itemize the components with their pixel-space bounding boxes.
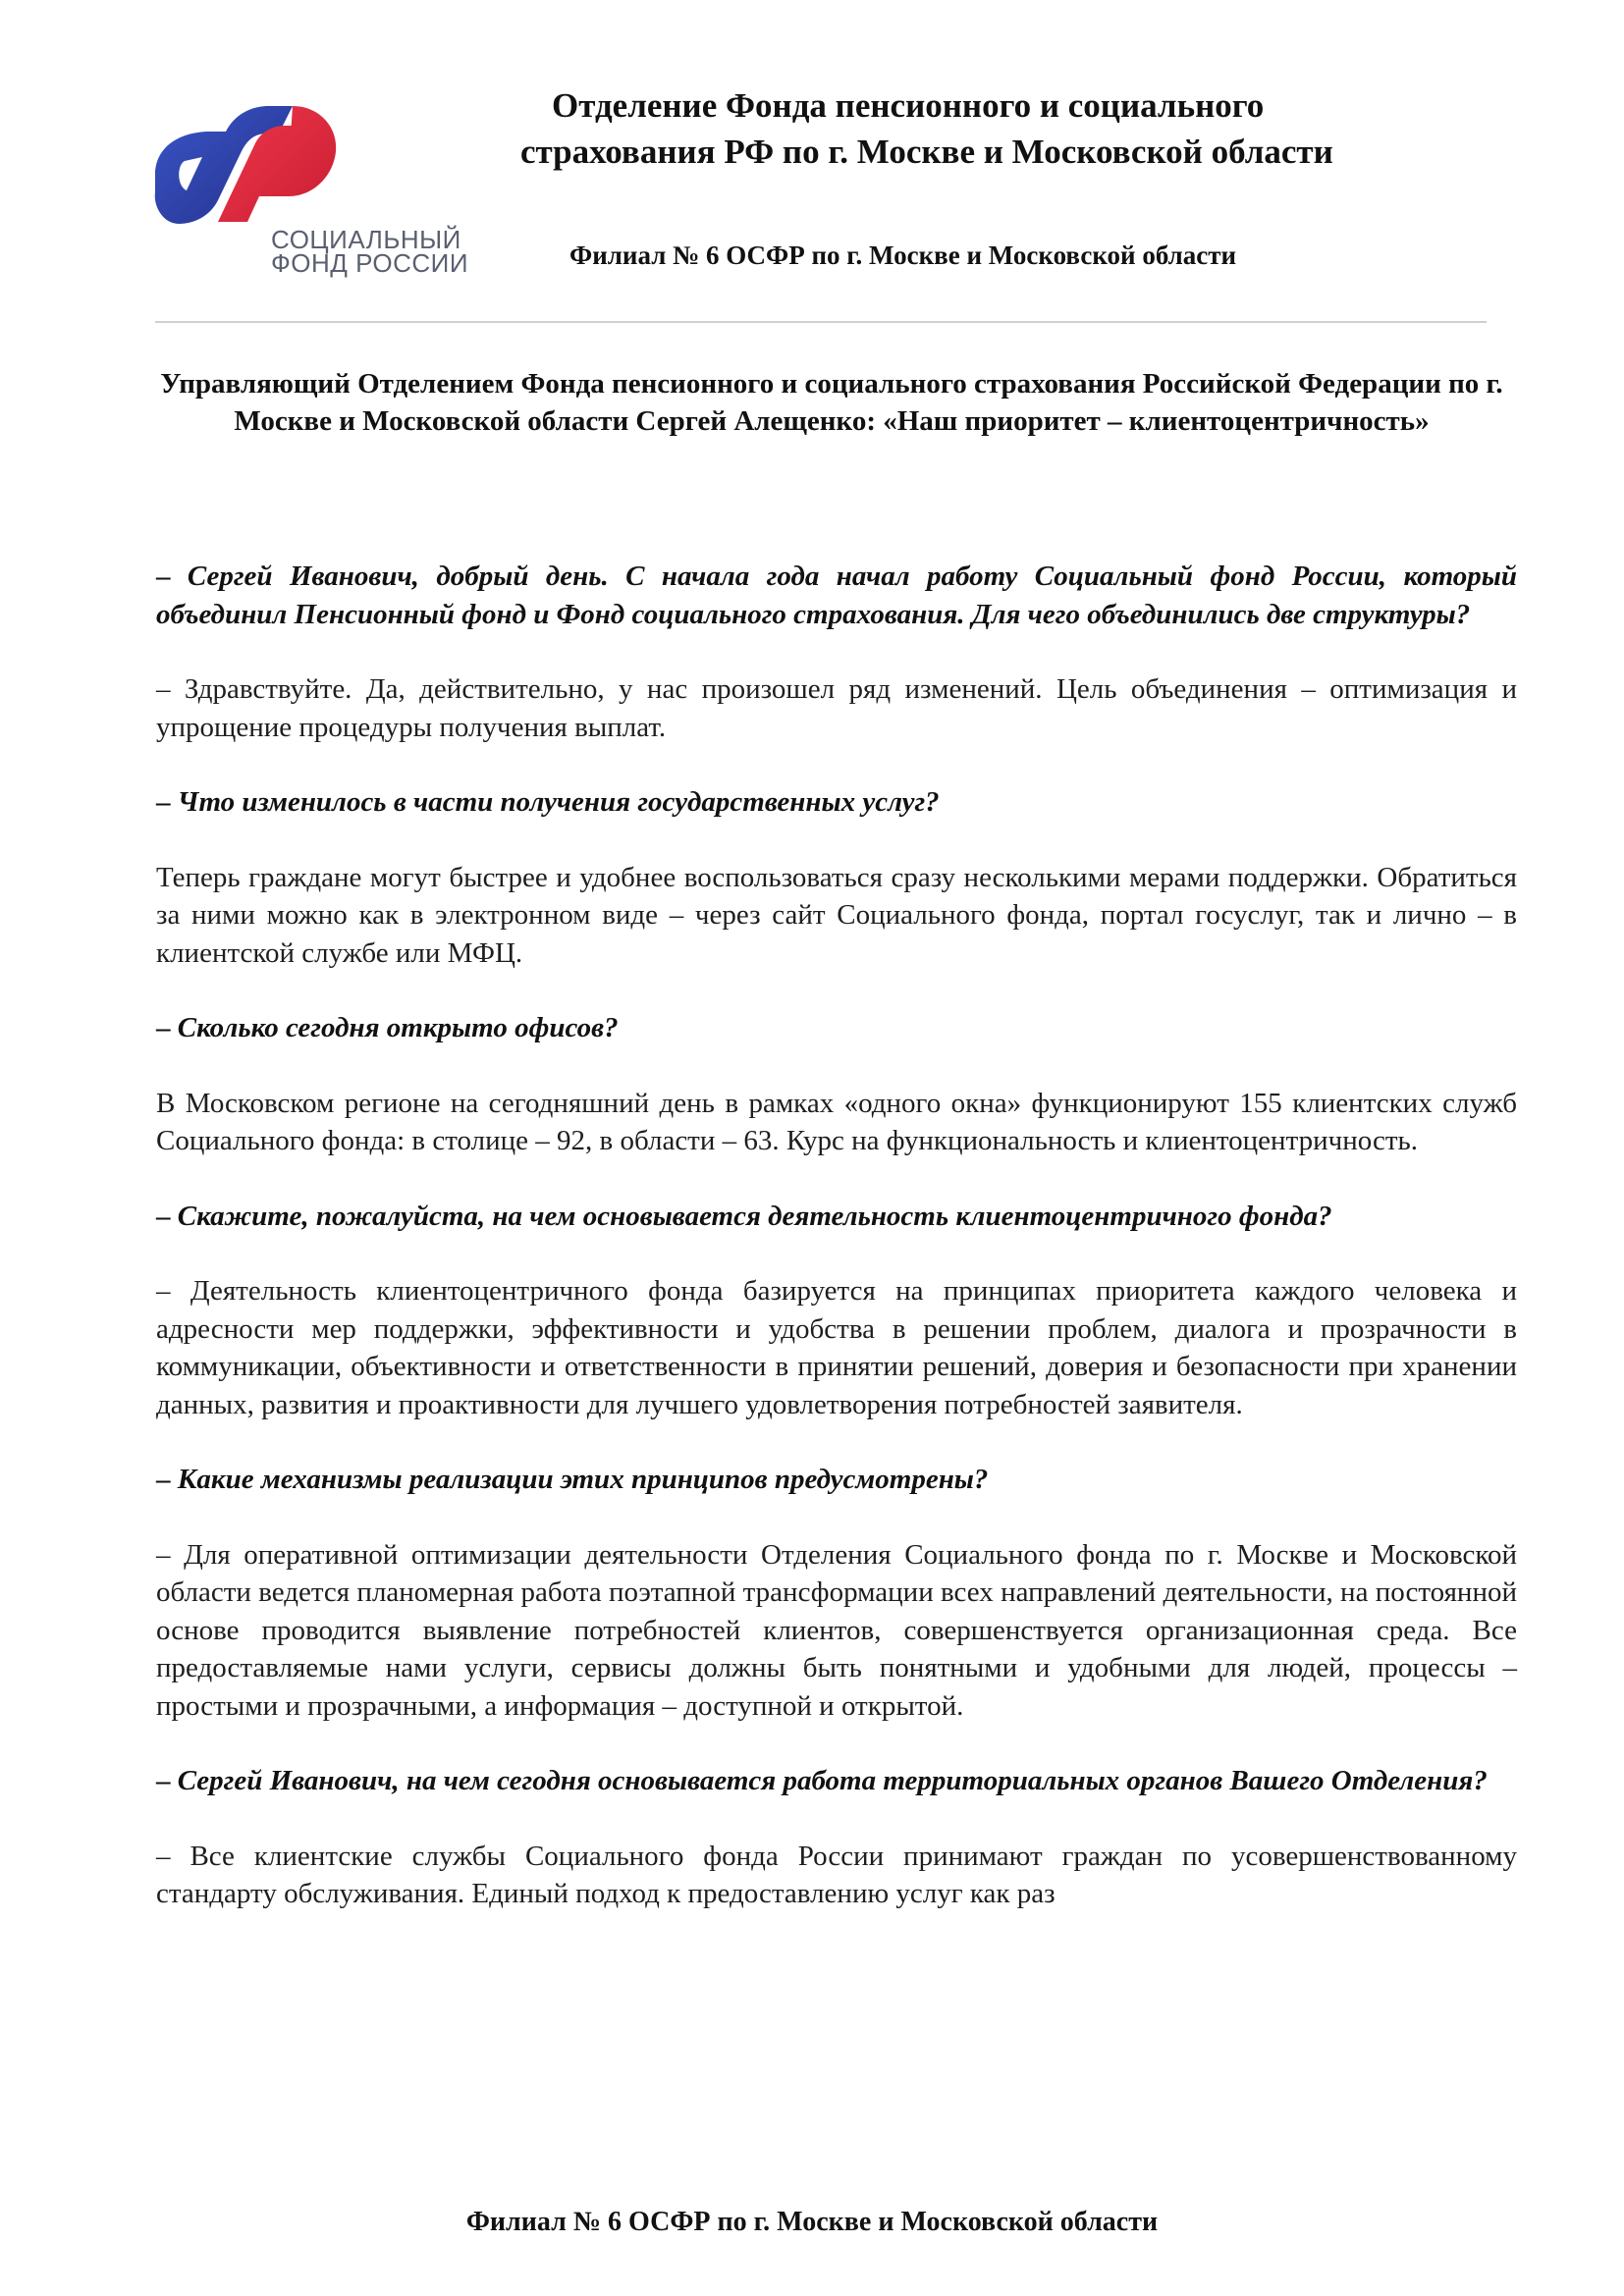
- question-text: Какие механизмы реализации этих принципов предусмотрены?: [177, 1464, 989, 1495]
- question-dash: –: [156, 561, 171, 592]
- logo-wordmark-line1: СОЦИАЛЬНЫЙ: [271, 225, 461, 254]
- question-paragraph: [156, 783, 1517, 822]
- question-paragraph: [156, 1461, 1517, 1499]
- question-text: Сколько сегодня открыто офисов?: [177, 1012, 619, 1043]
- question-dash: –: [156, 1464, 171, 1495]
- question-paragraph: [156, 1009, 1517, 1047]
- organization-title-line1: Отделение Фонда пенсионного и социального: [552, 86, 1265, 125]
- question-text: Сергей Иванович, добрый день. С начала года начал работу Социальный фонд России, который объединил Пенсионный фонд и Фонд социального страхования. Для чего объединились две структуры?: [156, 561, 1517, 630]
- question-paragraph: [156, 1762, 1517, 1800]
- answer-paragraph: – Для оперативной оптимизации деятельности Отделения Социального фонда по г. Москве и Московской области ведется планомерная работа поэтапной трансформации всех направлений деятельности, на постоянной основе проводится выявление потребностей клиентов, совершенствуется организационная среда. Все предоставляемые нами услуги, сервисы должны быть понятными и удобными для людей, процессы – простыми и прозрачными, а информация – доступной и открытой.: [156, 1538, 1517, 1722]
- sfr-logo-icon: [145, 102, 381, 240]
- question-dash: –: [156, 786, 171, 818]
- answer-paragraph: – Здравствуйте. Да, действительно, у нас произошел ряд изменений. Цель объединения – оптимизация и упрощение процедуры получения выплат.: [156, 673, 1517, 743]
- question-dash: –: [156, 1200, 171, 1232]
- organization-title-line2: страхования РФ по г. Москве и Московской области: [520, 133, 1333, 171]
- answer-paragraph: В Московском регионе на сегодняшний день в рамках «одного окна» функционируют 155 клиентских служб Социального фонда: в столице – 92, в области – 63. Курс на функциональность и клиентоцентричность.: [156, 1087, 1517, 1156]
- answer-paragraph: – Все клиентские службы Социального фонда России принимают граждан по усовершенствованному стандарту обслуживания. Единый подход к предоставлению услуг как раз: [156, 1840, 1517, 1909]
- logo-wordmark-line2: ФОНД РОССИИ: [271, 248, 469, 278]
- branch-name: Филиал № 6 ОСФР по г. Москве и Московской области: [569, 240, 1237, 270]
- answer-paragraph: Теперь граждане могут быстрее и удобнее воспользоваться сразу несколькими мерами поддержки. Обратиться за ними можно как в электронном виде – через сайт Социального фонда, портал госуслуг, так и лично – в клиентской службе или МФЦ.: [156, 861, 1517, 969]
- question-dash: –: [156, 1765, 171, 1796]
- header-divider: [155, 321, 1487, 323]
- question-text: Сергей Иванович, на чем сегодня основывается работа территориальных органов Вашего Отделения?: [177, 1765, 1488, 1796]
- question-paragraph: [156, 1198, 1517, 1236]
- article-headline: Управляющий Отделением Фонда пенсионного и социального страхования Российской Федерации по г. Москве и Московской области Сергей Алещенко: «Наш приоритет – клиентоцентричность»: [160, 368, 1503, 437]
- organization-title: [491, 82, 1473, 175]
- question-text: Что изменилось в части получения государственных услуг?: [177, 786, 940, 818]
- sfr-logo: [145, 102, 479, 289]
- question-paragraph: [156, 558, 1517, 633]
- logo-wordmark: [271, 225, 469, 278]
- question-text: Скажите, пожалуйста, на чем основывается деятельность клиентоцентричного фонда?: [177, 1200, 1332, 1232]
- answer-paragraph: – Деятельность клиентоцентричного фонда базируется на принципах приоритета каждого человека и адресности мер поддержки, эффективности и удобства в решении проблем, диалога и прозрачности в коммуникации, объективности и ответственности в принятии решений, доверия и безопасности при хранении данных, развития и проактивности для лучшего удовлетворения потребностей заявителя.: [156, 1275, 1517, 1420]
- interview-body: [156, 558, 1517, 1950]
- question-dash: –: [156, 1012, 171, 1043]
- page-footer: Филиал № 6 ОСФР по г. Москве и Московской области: [465, 2207, 1159, 2237]
